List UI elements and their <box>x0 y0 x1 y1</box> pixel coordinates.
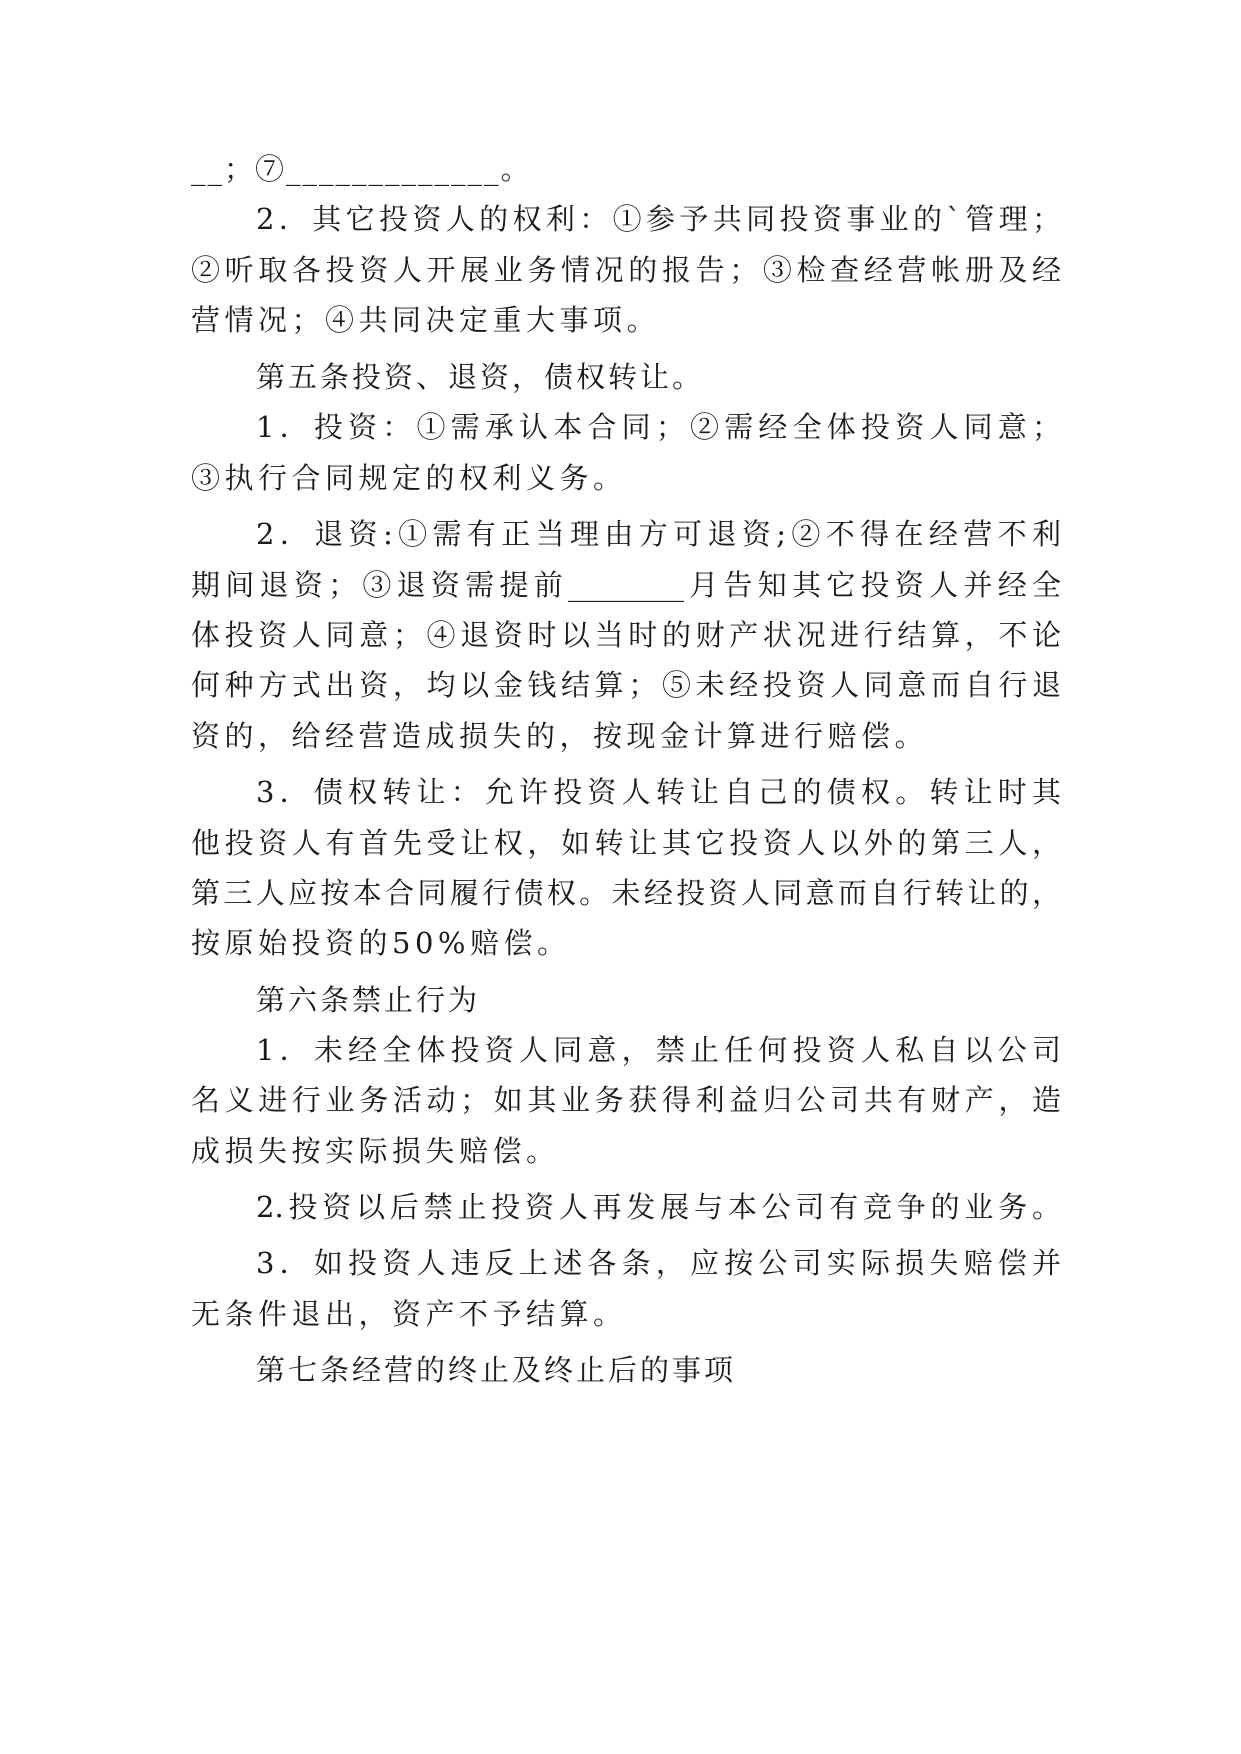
text-line: 何种方式出资，均以金钱结算；⑤未经投资人同意而自行退 <box>191 668 1061 702</box>
text-line: 2.投资以后禁止投资人再发展与本公司有竞争的业务。 <box>256 1190 1061 1224</box>
section-heading: 第五条投资、退资，债权转让。 <box>256 360 705 394</box>
section-heading: 第七条经营的终止及终止后的事项 <box>256 1353 737 1387</box>
text-line: 3．债权转让：允许投资人转让自己的债权。转让时其 <box>256 775 1061 809</box>
text-line: ②听取各投资人开展业务情况的报告；③检查经营帐册及经 <box>191 253 1061 287</box>
text-line: 他投资人有首先受让权，如转让其它投资人以外的第三人， <box>191 826 1061 860</box>
text-line: 2．退资:①需有正当理由方可退资;②不得在经营不利 <box>256 517 1061 551</box>
text-line: 1．投资：①需承认本合同；②需经全体投资人同意； <box>256 410 1061 444</box>
text-line: ③执行合同规定的权利义务。 <box>191 461 627 495</box>
text-line: __；⑦_____________。 <box>191 152 532 186</box>
section-heading: 第六条禁止行为 <box>256 983 481 1017</box>
text-line: 营情况；④共同决定重大事项。 <box>191 303 661 337</box>
text-line: 体投资人同意；④退资时以当时的财产状况进行结算，不论 <box>191 618 1061 652</box>
text-line: 按原始投资的50%赔偿。 <box>191 926 571 960</box>
text-line: 成损失按实际损失赔偿。 <box>191 1134 560 1168</box>
text-line: 资的，给经营造成损失的，按现金计算进行赔偿。 <box>191 719 929 753</box>
text-line: 第三人应按本合同履行债权。未经投资人同意而自行转让的， <box>191 876 1061 910</box>
text-line: 期间退资；③退资需提前________月告知其它投资人并经全 <box>191 568 1061 602</box>
text-line: 2．其它投资人的权利：①参予共同投资事业的`管理； <box>256 202 1061 236</box>
text-line: 无条件退出，资产不予结算。 <box>191 1297 627 1331</box>
text-line: 名义进行业务活动；如其业务获得利益归公司共有财产，造 <box>191 1083 1061 1117</box>
text-line: 3．如投资人违反上述各条，应按公司实际损失赔偿并 <box>256 1246 1061 1280</box>
text-line: 1．未经全体投资人同意，禁止任何投资人私自以公司 <box>256 1033 1061 1067</box>
